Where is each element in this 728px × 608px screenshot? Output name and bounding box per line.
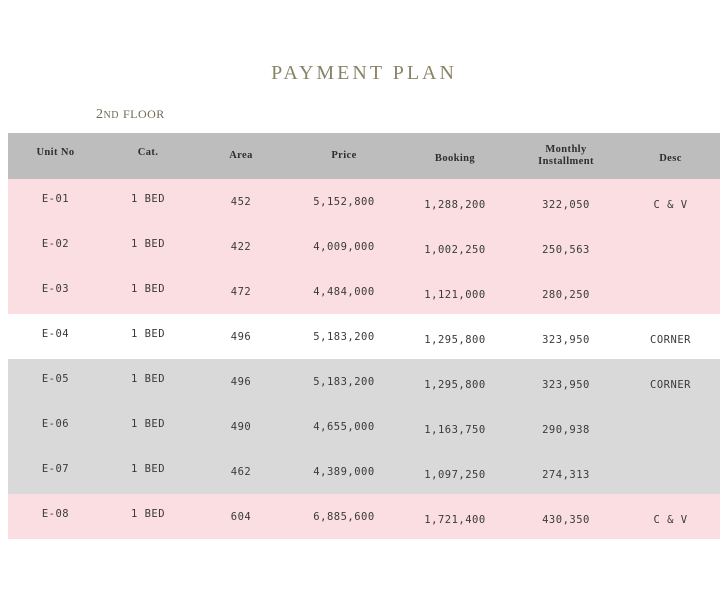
cell-monthly-installment: 274,313 [511, 449, 621, 494]
payment-plan-page [0, 62, 728, 608]
floor-label-number: 2 [96, 107, 104, 122]
cell-booking: 1,288,200 [399, 179, 511, 224]
cell-cat: 1 BED [103, 314, 193, 359]
cell-price: 5,183,200 [289, 314, 399, 359]
floor-label [96, 107, 728, 123]
cell-desc [621, 269, 720, 314]
table-row [8, 269, 720, 314]
cell-booking: 1,163,750 [399, 404, 511, 449]
table-body [8, 179, 720, 539]
cell-area: 496 [193, 359, 289, 404]
cell-unit-no: E-06 [8, 404, 103, 449]
cell-price: 4,389,000 [289, 449, 399, 494]
page-title: PAYMENT PLAN [271, 62, 457, 84]
cell-cat: 1 BED [103, 179, 193, 224]
table-row [8, 449, 720, 494]
cell-booking: 1,295,800 [399, 314, 511, 359]
cell-desc [621, 404, 720, 449]
cell-monthly-installment: 280,250 [511, 269, 621, 314]
cell-price: 6,885,600 [289, 494, 399, 539]
cell-price: 5,183,200 [289, 359, 399, 404]
cell-area: 490 [193, 404, 289, 449]
table-header-row [8, 133, 720, 179]
cell-area: 452 [193, 179, 289, 224]
cell-desc [621, 224, 720, 269]
table-row [8, 314, 720, 359]
cell-booking: 1,721,400 [399, 494, 511, 539]
cell-unit-no: E-07 [8, 449, 103, 494]
cell-price: 5,152,800 [289, 179, 399, 224]
cell-unit-no: E-01 [8, 179, 103, 224]
cell-monthly-installment: 250,563 [511, 224, 621, 269]
cell-area: 604 [193, 494, 289, 539]
cell-cat: 1 BED [103, 359, 193, 404]
cell-monthly-installment: 290,938 [511, 404, 621, 449]
cell-area: 462 [193, 449, 289, 494]
cell-booking: 1,295,800 [399, 359, 511, 404]
floor-label-ordinal: ND [103, 110, 119, 121]
cell-unit-no: E-05 [8, 359, 103, 404]
cell-cat: 1 BED [103, 404, 193, 449]
table-row [8, 224, 720, 269]
cell-monthly-installment: 323,950 [511, 359, 621, 404]
column-header-price: Price [289, 133, 399, 179]
cell-price: 4,655,000 [289, 404, 399, 449]
cell-monthly-installment: 323,950 [511, 314, 621, 359]
cell-unit-no: E-08 [8, 494, 103, 539]
cell-area: 496 [193, 314, 289, 359]
table-row [8, 179, 720, 224]
cell-desc: C & V [621, 494, 720, 539]
table-row [8, 359, 720, 404]
column-header-monthly-installment: Monthly Installment [511, 133, 621, 179]
cell-price: 4,009,000 [289, 224, 399, 269]
cell-cat: 1 BED [103, 449, 193, 494]
cell-monthly-installment: 322,050 [511, 179, 621, 224]
column-header-booking: Booking [399, 133, 511, 179]
cell-booking: 1,121,000 [399, 269, 511, 314]
table-row [8, 404, 720, 449]
cell-booking: 1,002,250 [399, 224, 511, 269]
floor-label-word: FLOOR [122, 107, 165, 121]
cell-unit-no: E-02 [8, 224, 103, 269]
cell-unit-no: E-04 [8, 314, 103, 359]
table-header [8, 133, 720, 179]
cell-desc: CORNER [621, 314, 720, 359]
cell-monthly-installment: 430,350 [511, 494, 621, 539]
cell-desc: C & V [621, 179, 720, 224]
cell-cat: 1 BED [103, 494, 193, 539]
cell-cat: 1 BED [103, 224, 193, 269]
column-header-unit-no: Unit No [8, 133, 103, 179]
cell-unit-no: E-03 [8, 269, 103, 314]
payment-plan-table [8, 133, 720, 539]
cell-desc: CORNER [621, 359, 720, 404]
column-header-cat: Cat. [103, 133, 193, 179]
column-header-area: Area [193, 133, 289, 179]
cell-price: 4,484,000 [289, 269, 399, 314]
cell-cat: 1 BED [103, 269, 193, 314]
cell-booking: 1,097,250 [399, 449, 511, 494]
cell-area: 472 [193, 269, 289, 314]
cell-area: 422 [193, 224, 289, 269]
table-row [8, 494, 720, 539]
column-header-desc: Desc [621, 133, 720, 179]
cell-desc [621, 449, 720, 494]
